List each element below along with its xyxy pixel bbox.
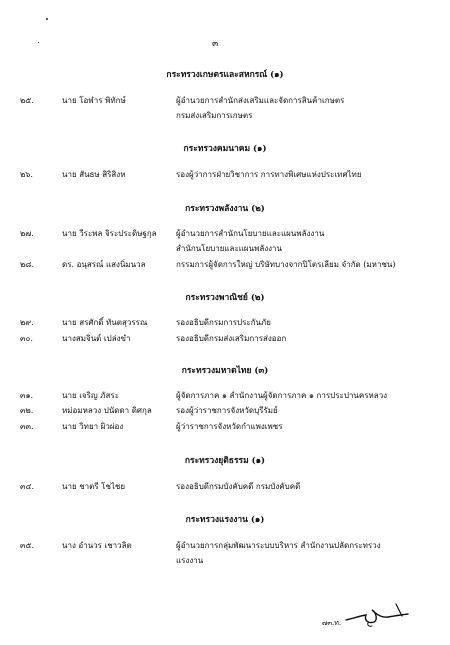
- entry-position: กรรมการผู้จัดการใหญ่ บริษัทบางจากปิโตรเลียม จำกัด (มหาชน): [176, 260, 396, 269]
- entry-position: ผู้อำนวยการสำนักส่งเสริมและจัดการสินค้าเกษตร: [176, 96, 345, 105]
- entry-number: ๒๙.: [20, 318, 34, 327]
- entry-name: ดร. อนุสรณ์ แสงนิ่มนวล: [62, 260, 146, 269]
- entry-number: ๒๕.: [20, 96, 34, 105]
- entry-position: รองอธิบดีกรมบังคับคดี กรมบังคับคดี: [176, 482, 301, 491]
- entry-position-line2: กรมส่งเสริมการเกษตร: [176, 111, 253, 120]
- signature-initials: ๗๓.ท.: [322, 619, 342, 627]
- entry-position: ผู้อำนวยการกลุ่มพัฒนาระบบบริหาร สำนักงานปลัดกระทรวง: [176, 541, 381, 550]
- entry-name: นาย สรศักดิ์ ทันตสุวรรณ: [62, 318, 148, 327]
- entry-name: นาย ชาตรี โชไชย: [62, 482, 126, 491]
- scan-speck: [46, 18, 48, 20]
- handwritten-signature: [316, 600, 416, 628]
- entry-number: ๓๒.: [20, 406, 34, 415]
- scan-speck: [38, 42, 39, 43]
- entry-position-line2: แรงงาน: [176, 556, 204, 565]
- entry-position: ผู้ว่าราชการจังหวัดกำแพงเพชร: [176, 422, 283, 431]
- ministry-heading-labour: กระทรวงแรงงาน (๑): [185, 515, 265, 525]
- entry-name: นาย โอฬาร พิทักษ์: [62, 96, 126, 105]
- entry-name: หม่อมหลวง ปนัดดา ดิศกุล: [62, 406, 152, 415]
- entry-position: รองอธิบดีกรมการประกันภัย: [176, 318, 271, 327]
- entry-position: รองผู้ว่าราชการจังหวัดบุรีรัมย์: [176, 406, 278, 415]
- entry-position-line2: สำนักนโยบายและแผนพลังงาน: [176, 244, 283, 253]
- entry-number: ๓๔.: [20, 482, 35, 491]
- page-number: ๓: [212, 39, 219, 49]
- ministry-heading-commerce: กระทรวงพาณิชย์ (๒): [185, 293, 265, 303]
- entry-number: ๒๗.: [20, 229, 34, 238]
- ministry-heading-interior: กระทรวงมหาดไทย (๓): [181, 366, 269, 376]
- entry-number: ๓๑.: [20, 391, 34, 400]
- entry-position: รองผู้ว่าการฝ่ายวิชาการ การทางพิเศษแห่งประเทศไทย: [176, 170, 362, 179]
- entry-name: นาย วิทยา ผิวผ่อง: [62, 422, 124, 431]
- entry-name: นางสมจินต์ เปล่งขำ: [62, 334, 131, 343]
- ministry-heading-transport: กระทรวงคมนาคม (๑): [183, 144, 267, 154]
- ministry-heading-energy: กระทรวงพลังงาน (๒): [185, 204, 265, 214]
- entry-number: ๒๘.: [20, 260, 34, 269]
- entry-position: ผู้อำนวยการสำนักนโยบายและแผนพลังงาน: [176, 229, 325, 238]
- entry-name: นาง อำนวร เชาวลิต: [62, 541, 132, 550]
- ministry-heading-justice: กระทรวงยุติธรรม (๑): [184, 456, 266, 466]
- ministry-heading-agriculture: กระทรวงเกษตรและสหกรณ์ (๑): [166, 70, 284, 80]
- entry-name: นาย สันธษ สิริสิงห: [62, 170, 126, 179]
- entry-number: ๓๕.: [20, 541, 35, 550]
- entry-number: ๓๓.: [20, 422, 34, 431]
- entry-position: รองอธิบดีกรมส่งเสริมการส่งออก: [176, 334, 287, 343]
- entry-number: ๓๐.: [20, 334, 33, 343]
- entry-number: ๒๖.: [20, 170, 33, 179]
- entry-name: นาย เจริญ ภัสระ: [62, 391, 120, 400]
- entry-position: ผู้จัดการภาค ๑ สำนักงานผู้จัดการภาค ๑ การประปานครหลวง: [176, 391, 388, 400]
- entry-name: นาย วีระพล จิระประดิษฐกุล: [62, 229, 157, 238]
